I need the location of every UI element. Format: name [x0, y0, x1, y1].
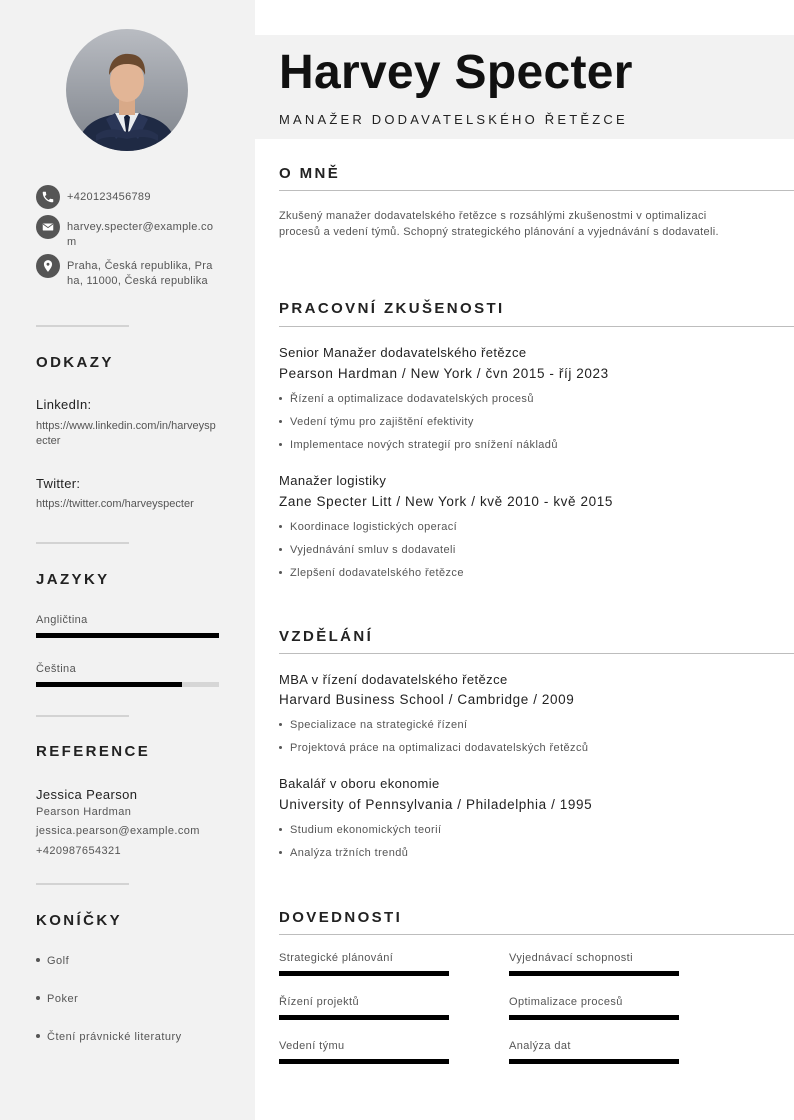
job-title: Manažer logistiky [279, 473, 387, 488]
phone-icon [36, 185, 60, 209]
sidebar [0, 0, 255, 1120]
hobby-item: Čtení právnické literatury [36, 1031, 182, 1043]
job-company-period: Zane Specter Litt / New York / kvě 2010 - kvě 2015 [279, 494, 613, 509]
reference-email[interactable]: jessica.pearson@example.com [36, 825, 200, 837]
contact-phone [36, 185, 217, 209]
experience-heading: PRACOVNÍ ZKUŠENOSTI [279, 300, 505, 317]
hobby-item: Golf [36, 955, 69, 967]
profile-photo [66, 29, 188, 151]
divider [36, 883, 129, 885]
skill-level-bar [279, 1015, 449, 1020]
job-bullet: Implementace nových strategií pro snížení nákladů [279, 439, 558, 451]
phone-number: +420123456789 [67, 191, 151, 203]
reference-name: Jessica Pearson [36, 787, 138, 802]
language-level-bar [36, 633, 219, 638]
reference-company: Pearson Hardman [36, 806, 132, 818]
degree-bullet: Projektová práce na optimalizaci dodavatelských řetězců [279, 742, 588, 754]
degree-bullet: Studium ekonomických teorií [279, 824, 441, 836]
skill-name: Řízení projektů [279, 996, 359, 1008]
degree-school: Harvard Business School / Cambridge / 2009 [279, 692, 575, 707]
section-divider [279, 653, 794, 654]
map-pin-icon [36, 254, 60, 278]
section-divider [279, 326, 794, 327]
skill-name: Strategické plánování [279, 952, 394, 964]
degree-title: Bakalář v oboru ekonomie [279, 776, 440, 791]
degree-title: MBA v řízení dodavatelského řetězce [279, 672, 508, 687]
job-title: Senior Manažer dodavatelského řetězce [279, 345, 527, 360]
job-bullet: Zlepšení dodavatelského řetězce [279, 567, 464, 579]
divider [36, 542, 129, 544]
skill-level-bar [279, 1059, 449, 1064]
skill-name: Vedení týmu [279, 1040, 345, 1052]
skill-name: Analýza dat [509, 1040, 571, 1052]
section-divider [279, 934, 794, 935]
degree-school: University of Pennsylvania / Philadelphia / 1995 [279, 797, 593, 812]
language-level-fill [36, 682, 182, 687]
job-bullet: Vedení týmu pro zajištění efektivity [279, 416, 474, 428]
languages-heading: JAZYKY [36, 571, 110, 588]
person-name: Harvey Specter [279, 46, 633, 99]
degree-bullet: Analýza tržních trendů [279, 847, 408, 859]
divider [36, 715, 129, 717]
links-heading: ODKAZY [36, 354, 114, 371]
job-bullet: Řízení a optimalizace dodavatelských procesů [279, 393, 534, 405]
about-text: Zkušený manažer dodavatelského řetězce s rozsáhlými zkušenostmi v optimalizaci procesů a vedení týmů. Schopný strategického plánování a vyjednávání s dodavateli. [279, 210, 719, 238]
job-company-period: Pearson Hardman / New York / čvn 2015 - říj 2023 [279, 366, 609, 381]
email-address[interactable]: harvey.specter@example.com [67, 221, 214, 248]
education-heading: VZDĚLÁNÍ [279, 628, 374, 645]
skill-name: Vyjednávací schopnosti [509, 952, 633, 964]
linkedin-label: LinkedIn: [36, 397, 92, 412]
twitter-url[interactable]: https://twitter.com/harveyspecter [36, 498, 194, 510]
hobby-item: Poker [36, 993, 78, 1005]
contact-address [36, 254, 217, 288]
reference-phone: +420987654321 [36, 845, 122, 857]
skill-level-bar [509, 971, 679, 976]
address: Praha, Česká republika, Praha, 11000, Česká republika [67, 260, 213, 287]
skill-level-bar [279, 971, 449, 976]
hobbies-heading: KONÍČKY [36, 912, 122, 929]
language-level-fill [36, 633, 219, 638]
divider [36, 325, 129, 327]
envelope-icon [36, 215, 60, 239]
skill-level-bar [509, 1059, 679, 1064]
language-level-bar [36, 682, 219, 687]
language-name: Čeština [36, 663, 77, 675]
main-content [255, 0, 794, 1120]
language-name: Angličtina [36, 614, 88, 626]
skills-heading: DOVEDNOSTI [279, 909, 403, 926]
skill-level-bar [509, 1015, 679, 1020]
job-bullet: Koordinace logistických operací [279, 521, 457, 533]
twitter-label: Twitter: [36, 476, 81, 491]
skill-name: Optimalizace procesů [509, 996, 623, 1008]
about-heading: O MNĚ [279, 165, 341, 182]
degree-bullet: Specializace na strategické řízení [279, 719, 467, 731]
reference-heading: REFERENCE [36, 743, 151, 760]
person-title: MANAŽER DODAVATELSKÉHO ŘETĚZCE [279, 112, 628, 127]
job-bullet: Vyjednávání smluv s dodavateli [279, 544, 456, 556]
linkedin-url[interactable]: https://www.linkedin.com/in/harveyspecter [36, 420, 216, 447]
section-divider [279, 190, 794, 191]
contact-email [36, 215, 217, 249]
